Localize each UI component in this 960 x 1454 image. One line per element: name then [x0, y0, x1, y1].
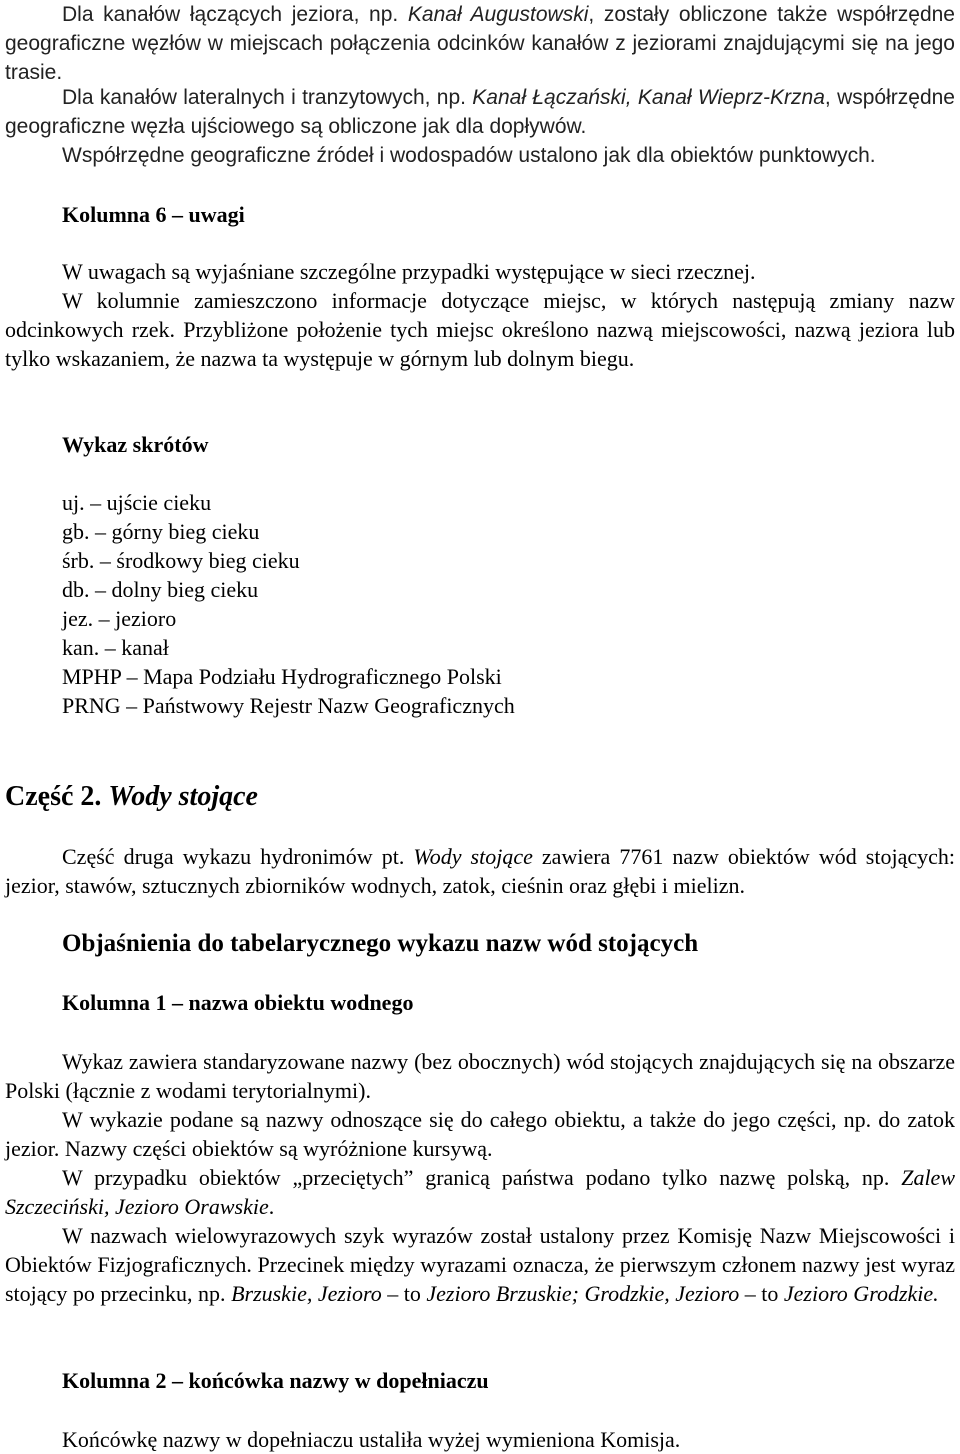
- abbreviation-item: uj. – ujście cieku: [62, 490, 212, 515]
- text: , zostały obliczone także współrzędne geograficzne węzłów w miejscach połączenia odcinków kanałów z jeziorami znajdującymi się na jego trasie.: [5, 3, 955, 84]
- paragraph-column-1-word-order: [5, 1221, 955, 1308]
- abbreviation-item: db. – dolny bieg cieku: [62, 577, 259, 602]
- paragraph-column-1-scope: Wykaz zawiera standaryzowane nazwy (bez obocznych) wód stojących znajdujących się na obszarze Polski (łącznie z wodami terytorialnymi).: [5, 1049, 955, 1103]
- paragraph-column-1-parts: W wykazie podane są nazwy odnoszące się do całego obiektu, a także do jego części, np. do zatok jezior. Nazwy części obiektów są wyróżnione kursywą.: [5, 1107, 955, 1161]
- text: – to: [387, 1281, 421, 1306]
- heading-column-6: Kolumna 6 – uwagi: [62, 202, 245, 227]
- paragraph-column-6-intro: W uwagach są wyjaśniane szczególne przypadki występujące w sieci rzecznej.: [62, 259, 756, 284]
- text: W przypadku obiektów „przeciętych” granicą państwa podano tylko nazwę polską, np.: [62, 1165, 890, 1190]
- part-label: Część 2.: [5, 781, 102, 812]
- heading-column-2: Kolumna 2 – końcówka nazwy w dopełniaczu: [62, 1368, 489, 1393]
- abbreviation-item: MPHP – Mapa Podziału Hydrograficznego Polski: [62, 664, 502, 689]
- paragraph-column-1-border: [5, 1163, 955, 1221]
- text: zawiera 7761 nazw obiektów wód stojących: jezior, stawów, sztucznych zbiorników wodnych, zatok, cieśnin oraz głębi i mielizn.: [5, 844, 955, 898]
- text: W nazwach wielowyrazowych szyk wyrazów został ustalony przez Komisję Nazw Miejscowości i Obiektów Fizjograficznych. Przecinek między wyrazami oznacza, że pierwszym członem nazwy jest wyraz stojący po przecinku, np.: [5, 1223, 955, 1306]
- paragraph-column-2: Końcówkę nazwy w dopełniaczu ustaliła wyżej wymieniona Komisja.: [62, 1427, 681, 1452]
- text: , współrzędne geograficzne węzła ujściowego są obliczone jak dla dopływów.: [5, 86, 955, 138]
- paragraph-channels-lakes: [5, 0, 955, 87]
- abbreviation-item: PRNG – Państwowy Rejestr Nazw Geograficznych: [62, 693, 515, 718]
- paragraph-lateral-channels: [5, 83, 955, 141]
- paragraph-part-2-intro: [5, 842, 955, 900]
- paragraph-column-6-details: W kolumnie zamieszczono informacje dotyczące miejsc, w których następują zmiany nazw odcinkowych rzek. Przybliżone położenie tych miejsc określono nazwą miejscowości, nazwą jeziora lub tylko wskazaniem, że nazwa ta występuje w górnym lub dolnym biegu.: [5, 288, 955, 371]
- text: Dla kanałów lateralnych i tranzytowych, np.: [62, 86, 466, 109]
- italic-name: Jezioro Grodzkie.: [783, 1281, 939, 1306]
- heading-explanations: Objaśnienia do tabelarycznego wykazu nazw wód stojących: [62, 930, 699, 957]
- italic-name: Jezioro Brzuskie; Grodzkie, Jezioro: [426, 1281, 740, 1306]
- abbreviations-list: [5, 488, 955, 720]
- text: .: [268, 1194, 275, 1219]
- part-2-heading: [5, 780, 955, 814]
- italic-name: Kanał Łączański, Kanał Wieprz-Krzna: [472, 86, 825, 109]
- heading-column-1: Kolumna 1 – nazwa obiektu wodnego: [62, 990, 414, 1015]
- abbreviation-item: śrb. – środkowy bieg cieku: [62, 548, 300, 573]
- italic-name: Zalew Szczeciński, Jezioro Orawskie: [5, 1165, 955, 1219]
- italic-name: Brzuskie, Jezioro: [231, 1281, 382, 1306]
- part-title: Wody stojące: [108, 781, 258, 812]
- text: Część druga wykazu hydronimów pt.: [62, 844, 405, 869]
- italic-name: Kanał Augustowski: [407, 3, 589, 26]
- italic-name: Wody stojące: [413, 844, 533, 869]
- abbreviation-item: jez. – jezioro: [62, 606, 177, 631]
- text: – to: [744, 1281, 779, 1306]
- heading-abbreviations: Wykaz skrótów: [62, 432, 209, 457]
- paragraph-springs: Współrzędne geograficzne źródeł i wodospadów ustalono jak dla obiektów punktowych.: [62, 144, 876, 167]
- text: Dla kanałów łączących jeziora, np.: [62, 3, 399, 26]
- abbreviation-item: gb. – górny bieg cieku: [62, 519, 260, 544]
- abbreviation-item: kan. – kanał: [62, 635, 169, 660]
